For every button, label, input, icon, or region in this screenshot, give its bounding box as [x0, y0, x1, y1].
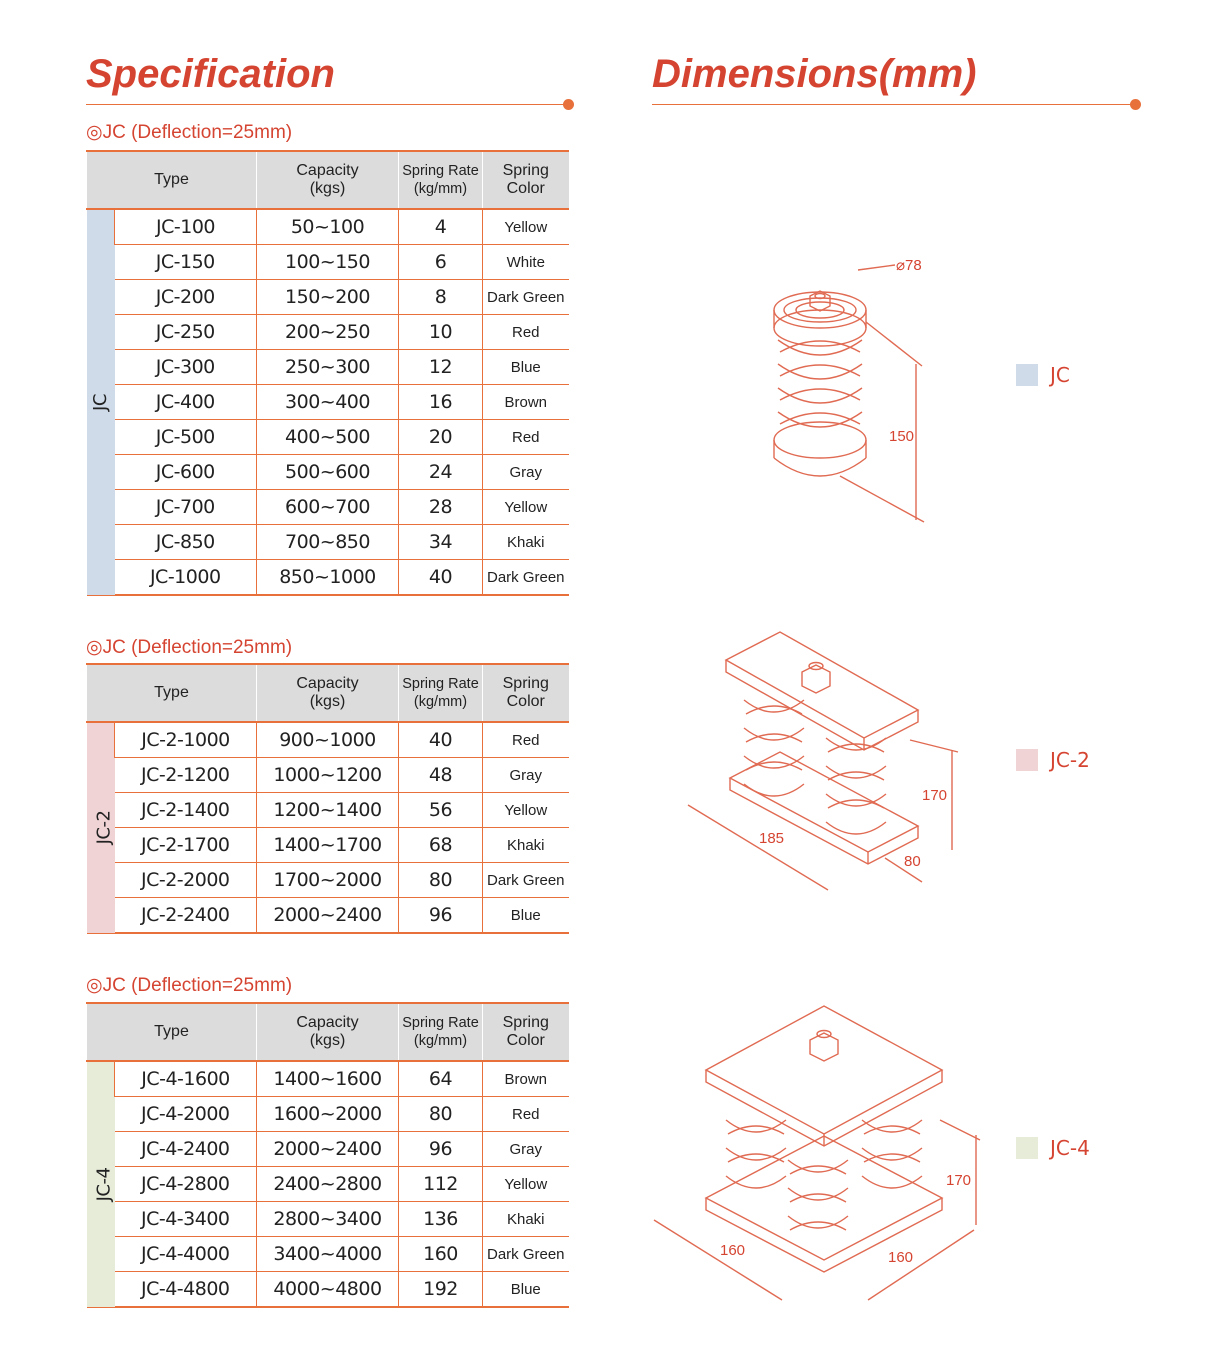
- type-cell: JC-100: [115, 209, 257, 245]
- type-cell: JC-4-2000: [115, 1097, 257, 1132]
- header-capacity-line2: (kgs): [309, 1032, 346, 1049]
- jc4-length-label: 160: [720, 1242, 746, 1259]
- table-row: [87, 758, 569, 793]
- table-row: [87, 1061, 569, 1097]
- header-capacity: [257, 151, 399, 209]
- jc-mount-drawing: [774, 265, 924, 522]
- type-cell: JC-600: [115, 455, 257, 490]
- legend-label: JC: [1050, 363, 1070, 387]
- table-row: [87, 560, 569, 596]
- table-row: [87, 898, 569, 934]
- legend-jc: [1016, 363, 1070, 387]
- table-row: [87, 722, 569, 758]
- table-row: [87, 1237, 569, 1272]
- header-color-line1: Spring: [502, 162, 549, 179]
- header-rate-line2: (kg/mm): [413, 181, 468, 197]
- spring-rate-cell: 28: [399, 490, 483, 525]
- legend-label: JC-2: [1050, 748, 1090, 772]
- header-spring-color: [483, 1003, 569, 1061]
- table-row: [87, 420, 569, 455]
- dimensions-title: Dimensions(mm): [652, 52, 977, 96]
- type-cell: JC-400: [115, 385, 257, 420]
- spec-table-jc4: [86, 1002, 569, 1308]
- legend-swatch: [1016, 364, 1038, 386]
- table-row: [87, 455, 569, 490]
- spec-table-jc2: [86, 663, 569, 934]
- table-row: [87, 793, 569, 828]
- type-cell: JC-1000: [115, 560, 257, 596]
- type-cell: JC-2-1000: [115, 722, 257, 758]
- type-cell: JC-2-1400: [115, 793, 257, 828]
- header-rate-line1: Spring Rate: [402, 676, 479, 692]
- header-color-line1: Spring: [502, 675, 549, 692]
- capacity-cell: 700~850: [257, 525, 399, 560]
- legend-jc2: [1016, 748, 1090, 772]
- table-row: [87, 525, 569, 560]
- table-row: [87, 280, 569, 315]
- spring-color-cell: Red: [483, 420, 569, 455]
- spring-rate-cell: 136: [399, 1202, 483, 1237]
- spring-color-cell: Yellow: [483, 793, 569, 828]
- spring-rate-cell: 96: [399, 898, 483, 934]
- header-spring-rate: [399, 1003, 483, 1061]
- type-cell: JC-2-2000: [115, 863, 257, 898]
- capacity-cell: 2000~2400: [257, 1132, 399, 1167]
- spring-color-cell: Dark Green: [483, 863, 569, 898]
- capacity-cell: 3400~4000: [257, 1237, 399, 1272]
- spring-color-cell: Dark Green: [483, 560, 569, 596]
- type-cell: JC-200: [115, 280, 257, 315]
- jc2-height-label: 170: [922, 787, 948, 804]
- spring-color-cell: Red: [483, 315, 569, 350]
- specification-title: Specification: [86, 52, 335, 96]
- type-cell: JC-150: [115, 245, 257, 280]
- group-label-text: JC: [89, 393, 111, 411]
- specification-title-rule: [86, 104, 568, 105]
- group-label-text: JC-2: [92, 810, 114, 845]
- table-row: [87, 1167, 569, 1202]
- table-row: [87, 350, 569, 385]
- capacity-cell: 900~1000: [257, 722, 399, 758]
- table-row: [87, 1272, 569, 1308]
- capacity-cell: 1400~1600: [257, 1061, 399, 1097]
- jc4-width-label: 160: [888, 1249, 914, 1266]
- capacity-cell: 1400~1700: [257, 828, 399, 863]
- capacity-cell: 200~250: [257, 315, 399, 350]
- capacity-cell: 1000~1200: [257, 758, 399, 793]
- spring-rate-cell: 160: [399, 1237, 483, 1272]
- type-cell: JC-4-1600: [115, 1061, 257, 1097]
- type-cell: JC-4-4800: [115, 1272, 257, 1308]
- type-cell: JC-250: [115, 315, 257, 350]
- spring-color-cell: Dark Green: [483, 280, 569, 315]
- jc4-mount-drawing: [654, 1006, 980, 1300]
- legend-label: JC-4: [1050, 1136, 1090, 1160]
- table-subtitle: ◎JC (Deflection=25mm): [86, 975, 293, 996]
- group-label: [87, 209, 115, 595]
- header-capacity-line1: Capacity: [296, 675, 359, 692]
- capacity-cell: 400~500: [257, 420, 399, 455]
- header-capacity: [257, 664, 399, 722]
- spring-color-cell: Brown: [483, 385, 569, 420]
- capacity-cell: 2400~2800: [257, 1167, 399, 1202]
- header-type: Type: [87, 1003, 257, 1061]
- capacity-cell: 1600~2000: [257, 1097, 399, 1132]
- table-row: [87, 828, 569, 863]
- capacity-cell: 250~300: [257, 350, 399, 385]
- spec-table-jc: [86, 150, 569, 596]
- spring-rate-cell: 96: [399, 1132, 483, 1167]
- spring-color-cell: Yellow: [483, 209, 569, 245]
- table-row: [87, 1097, 569, 1132]
- table-row: [87, 490, 569, 525]
- header-type: Type: [87, 151, 257, 209]
- jc-diameter-label: ⌀78: [896, 257, 922, 274]
- group-label: [87, 722, 115, 933]
- jc-height-label: 150: [889, 428, 915, 445]
- spring-rate-cell: 12: [399, 350, 483, 385]
- capacity-cell: 150~200: [257, 280, 399, 315]
- table-row: [87, 315, 569, 350]
- spring-rate-cell: 16: [399, 385, 483, 420]
- header-capacity-line1: Capacity: [296, 1014, 359, 1031]
- spring-color-cell: Blue: [483, 350, 569, 385]
- capacity-cell: 2800~3400: [257, 1202, 399, 1237]
- type-cell: JC-4-4000: [115, 1237, 257, 1272]
- spring-rate-cell: 40: [399, 560, 483, 596]
- header-spring-color: [483, 151, 569, 209]
- spring-rate-cell: 80: [399, 863, 483, 898]
- spring-rate-cell: 4: [399, 209, 483, 245]
- header-rate-line2: (kg/mm): [413, 1033, 468, 1049]
- spring-color-cell: Yellow: [483, 1167, 569, 1202]
- type-cell: JC-4-2400: [115, 1132, 257, 1167]
- spring-color-cell: Red: [483, 722, 569, 758]
- header-rate-line1: Spring Rate: [402, 1015, 479, 1031]
- spring-rate-cell: 40: [399, 722, 483, 758]
- type-cell: JC-2-1700: [115, 828, 257, 863]
- table-row: [87, 209, 569, 245]
- spring-rate-cell: 20: [399, 420, 483, 455]
- type-cell: JC-2-2400: [115, 898, 257, 934]
- type-cell: JC-2-1200: [115, 758, 257, 793]
- capacity-cell: 850~1000: [257, 560, 399, 596]
- legend-swatch: [1016, 1137, 1038, 1159]
- capacity-cell: 1700~2000: [257, 863, 399, 898]
- header-capacity: [257, 1003, 399, 1061]
- header-type: Type: [87, 664, 257, 722]
- spring-color-cell: White: [483, 245, 569, 280]
- spring-color-cell: Khaki: [483, 1202, 569, 1237]
- header-spring-rate: [399, 664, 483, 722]
- spring-rate-cell: 10: [399, 315, 483, 350]
- group-label-text: JC-4: [92, 1167, 114, 1202]
- capacity-cell: 2000~2400: [257, 898, 399, 934]
- header-color-line2: Color: [506, 1032, 545, 1049]
- capacity-cell: 100~150: [257, 245, 399, 280]
- spring-color-cell: Dark Green: [483, 1237, 569, 1272]
- spring-color-cell: Brown: [483, 1061, 569, 1097]
- dimensions-title-rule: [652, 104, 1135, 105]
- capacity-cell: 50~100: [257, 209, 399, 245]
- spring-rate-cell: 192: [399, 1272, 483, 1308]
- capacity-cell: 600~700: [257, 490, 399, 525]
- spring-color-cell: Blue: [483, 898, 569, 934]
- legend-swatch: [1016, 749, 1038, 771]
- spring-color-cell: Khaki: [483, 828, 569, 863]
- spring-rate-cell: 80: [399, 1097, 483, 1132]
- spring-rate-cell: 112: [399, 1167, 483, 1202]
- table-row: [87, 1132, 569, 1167]
- jc2-width-label: 80: [904, 853, 921, 870]
- type-cell: JC-700: [115, 490, 257, 525]
- spring-rate-cell: 68: [399, 828, 483, 863]
- spring-rate-cell: 6: [399, 245, 483, 280]
- table-row: [87, 385, 569, 420]
- header-capacity-line2: (kgs): [309, 180, 346, 197]
- header-spring-color: [483, 664, 569, 722]
- spring-rate-cell: 56: [399, 793, 483, 828]
- capacity-cell: 4000~4800: [257, 1272, 399, 1308]
- spring-rate-cell: 34: [399, 525, 483, 560]
- spring-rate-cell: 64: [399, 1061, 483, 1097]
- group-label: [87, 1061, 115, 1307]
- header-color-line1: Spring: [502, 1014, 549, 1031]
- type-cell: JC-850: [115, 525, 257, 560]
- type-cell: JC-300: [115, 350, 257, 385]
- spring-color-cell: Khaki: [483, 525, 569, 560]
- header-color-line2: Color: [506, 693, 545, 710]
- type-cell: JC-4-2800: [115, 1167, 257, 1202]
- spring-rate-cell: 48: [399, 758, 483, 793]
- header-color-line2: Color: [506, 180, 545, 197]
- jc4-height-label: 170: [946, 1172, 972, 1189]
- table-row: [87, 863, 569, 898]
- table-row: [87, 245, 569, 280]
- table-row: [87, 1202, 569, 1237]
- spring-color-cell: Red: [483, 1097, 569, 1132]
- spring-color-cell: Gray: [483, 758, 569, 793]
- spring-color-cell: Yellow: [483, 490, 569, 525]
- type-cell: JC-500: [115, 420, 257, 455]
- capacity-cell: 500~600: [257, 455, 399, 490]
- spring-rate-cell: 24: [399, 455, 483, 490]
- header-rate-line1: Spring Rate: [402, 163, 479, 179]
- spring-rate-cell: 8: [399, 280, 483, 315]
- capacity-cell: 1200~1400: [257, 793, 399, 828]
- legend-jc4: [1016, 1136, 1090, 1160]
- header-rate-line2: (kg/mm): [413, 694, 468, 710]
- header-capacity-line2: (kgs): [309, 693, 346, 710]
- table-subtitle: ◎JC (Deflection=25mm): [86, 637, 293, 658]
- spring-color-cell: Blue: [483, 1272, 569, 1308]
- jc2-mount-drawing: [688, 632, 958, 890]
- type-cell: JC-4-3400: [115, 1202, 257, 1237]
- header-capacity-line1: Capacity: [296, 162, 359, 179]
- jc2-length-label: 185: [759, 830, 785, 847]
- spring-color-cell: Gray: [483, 455, 569, 490]
- table-subtitle: ◎JC (Deflection=25mm): [86, 122, 293, 143]
- capacity-cell: 300~400: [257, 385, 399, 420]
- header-spring-rate: [399, 151, 483, 209]
- spring-color-cell: Gray: [483, 1132, 569, 1167]
- dimension-drawings: [640, 230, 1000, 1310]
